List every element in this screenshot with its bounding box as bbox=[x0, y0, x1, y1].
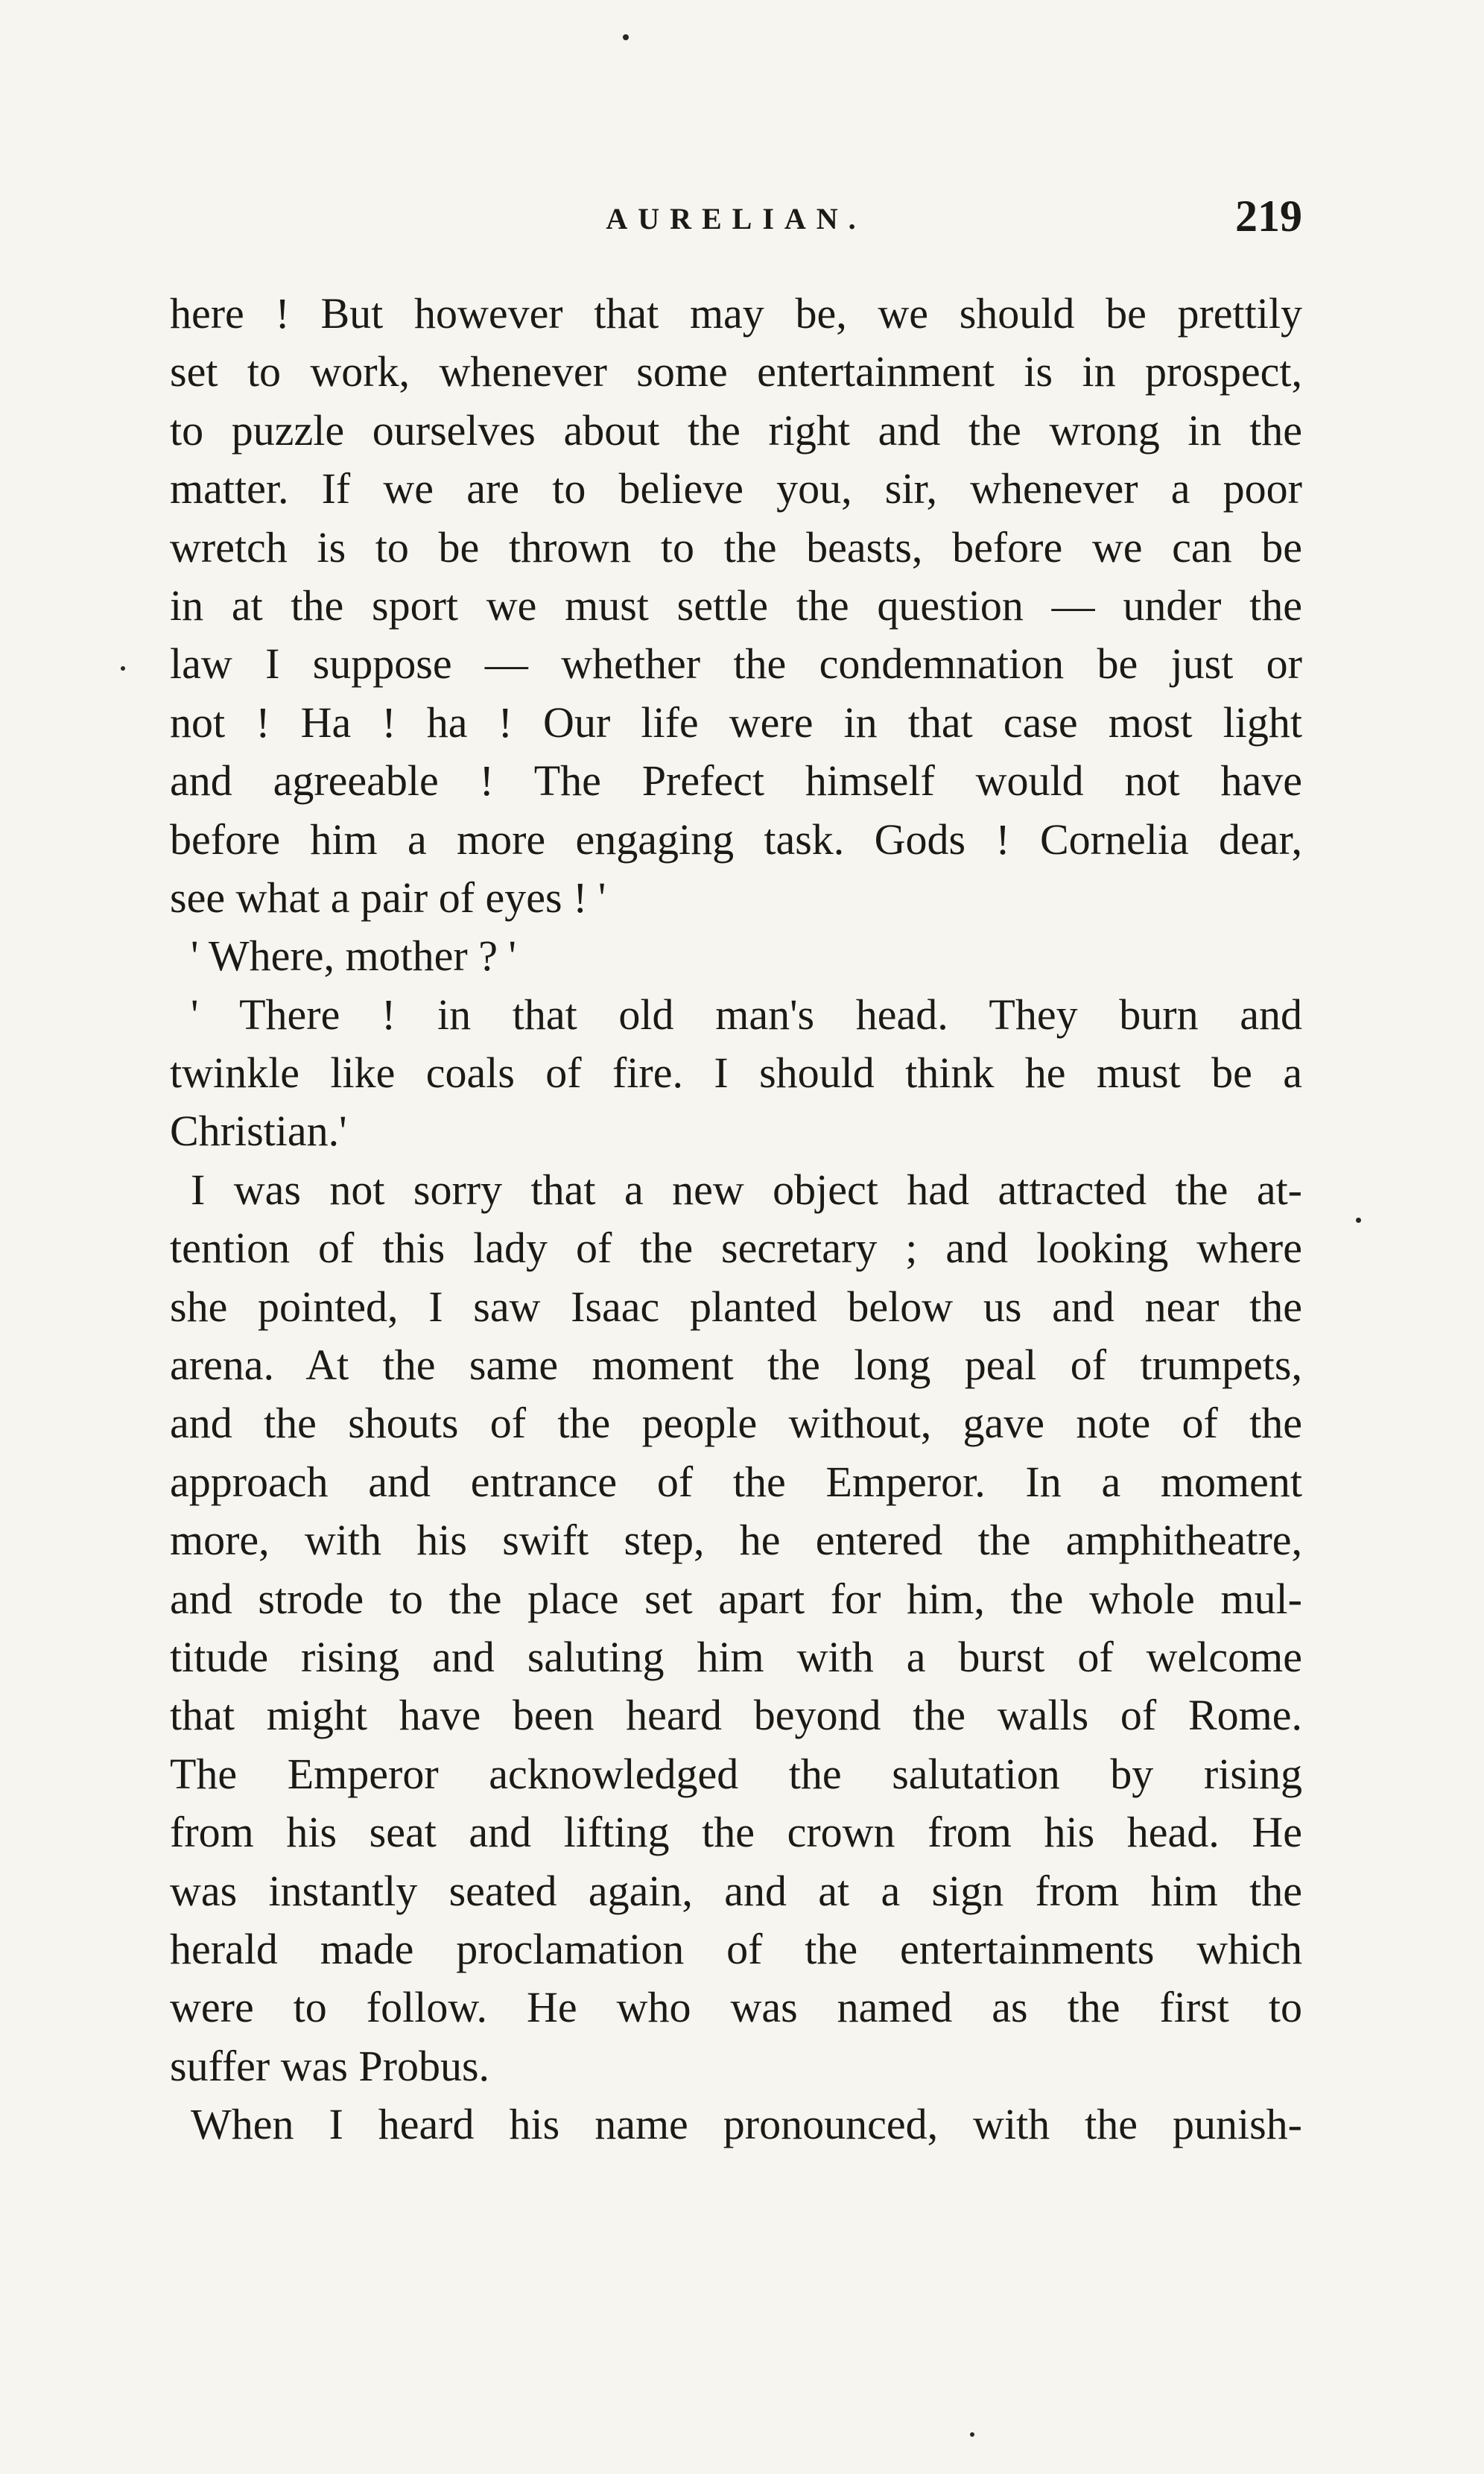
paragraph bbox=[170, 285, 1302, 927]
text-line: The Emperor acknowledged the salutation by rising bbox=[170, 1749, 1302, 1798]
text-line: not ! Ha ! ha ! Our life were in that case most light bbox=[170, 697, 1302, 747]
text-line: set to work, whenever some entertainment is in prospect, bbox=[170, 347, 1302, 396]
text-line: matter. If we are to believe you, sir, whenever a poor bbox=[170, 464, 1302, 513]
text-line: in at the sport we must settle the question — under the bbox=[170, 580, 1302, 630]
text-line: approach and entrance of the Emperor. In a moment bbox=[170, 1457, 1302, 1506]
text-line: Christian.' bbox=[170, 1107, 347, 1156]
text-line: I was not sorry that a new object had attracted the at- bbox=[191, 1165, 1302, 1214]
paragraph bbox=[170, 927, 1302, 985]
text-line: was instantly seated again, and at a sign from him the bbox=[170, 1866, 1302, 1915]
scan-speck bbox=[623, 34, 629, 40]
page-header bbox=[170, 188, 1302, 255]
text-line: ' Where, mother ? ' bbox=[191, 931, 516, 981]
scan-speck bbox=[1356, 1218, 1361, 1223]
scan-speck bbox=[121, 666, 125, 671]
paragraph bbox=[170, 1161, 1302, 2095]
running-title: AURELIAN. bbox=[606, 202, 866, 235]
scan-speck bbox=[970, 2432, 974, 2437]
text-line: to puzzle ourselves about the right and the wrong in the bbox=[170, 405, 1302, 455]
text-line: wretch is to be thrown to the beasts, before we can be bbox=[170, 522, 1302, 572]
text-line: before him a more engaging task. Gods ! Cornelia dear, bbox=[170, 814, 1302, 864]
text-line: more, with his swift step, he entered the amphitheatre, bbox=[170, 1516, 1302, 1565]
text-line: twinkle like coals of fire. I should think he must be a bbox=[170, 1048, 1302, 1098]
text-line: herald made proclamation of the entertainments which bbox=[170, 1924, 1302, 1973]
text-line: here ! But however that may be, we should be prettily bbox=[170, 289, 1302, 338]
text-line: and strode to the place set apart for him, the whole mul- bbox=[170, 1574, 1302, 1623]
paragraph bbox=[170, 986, 1302, 1161]
text-line: from his seat and lifting the crown from his head. He bbox=[170, 1808, 1302, 1857]
text-line: When I heard his name pronounced, with the punish- bbox=[191, 2100, 1302, 2149]
text-line: that might have been heard beyond the walls of Rome. bbox=[170, 1691, 1302, 1740]
text-line: arena. At the same moment the long peal of trumpets, bbox=[170, 1341, 1302, 1390]
text-line: ' There ! in that old man's head. They burn and bbox=[191, 990, 1302, 1039]
text-line: suffer was Probus. bbox=[170, 2041, 490, 2090]
text-line: and agreeable ! The Prefect himself would not have bbox=[170, 756, 1302, 806]
text-line: titude rising and saluting him with a burst of welcome bbox=[170, 1632, 1302, 1681]
text-line: she pointed, I saw Isaac planted below us and near the bbox=[170, 1282, 1302, 1331]
paragraph bbox=[170, 2095, 1302, 2154]
text-line: see what a pair of eyes ! ' bbox=[170, 873, 606, 922]
text-line: tention of this lady of the secretary ; and looking where bbox=[170, 1224, 1302, 1273]
text-line: law I suppose — whether the condemnation be just or bbox=[170, 639, 1302, 689]
body-text bbox=[170, 285, 1302, 2154]
text-line: and the shouts of the people without, gave note of the bbox=[170, 1399, 1302, 1448]
text-line: were to follow. He who was named as the first to bbox=[170, 1983, 1302, 2032]
page-number: 219 bbox=[1235, 192, 1302, 241]
